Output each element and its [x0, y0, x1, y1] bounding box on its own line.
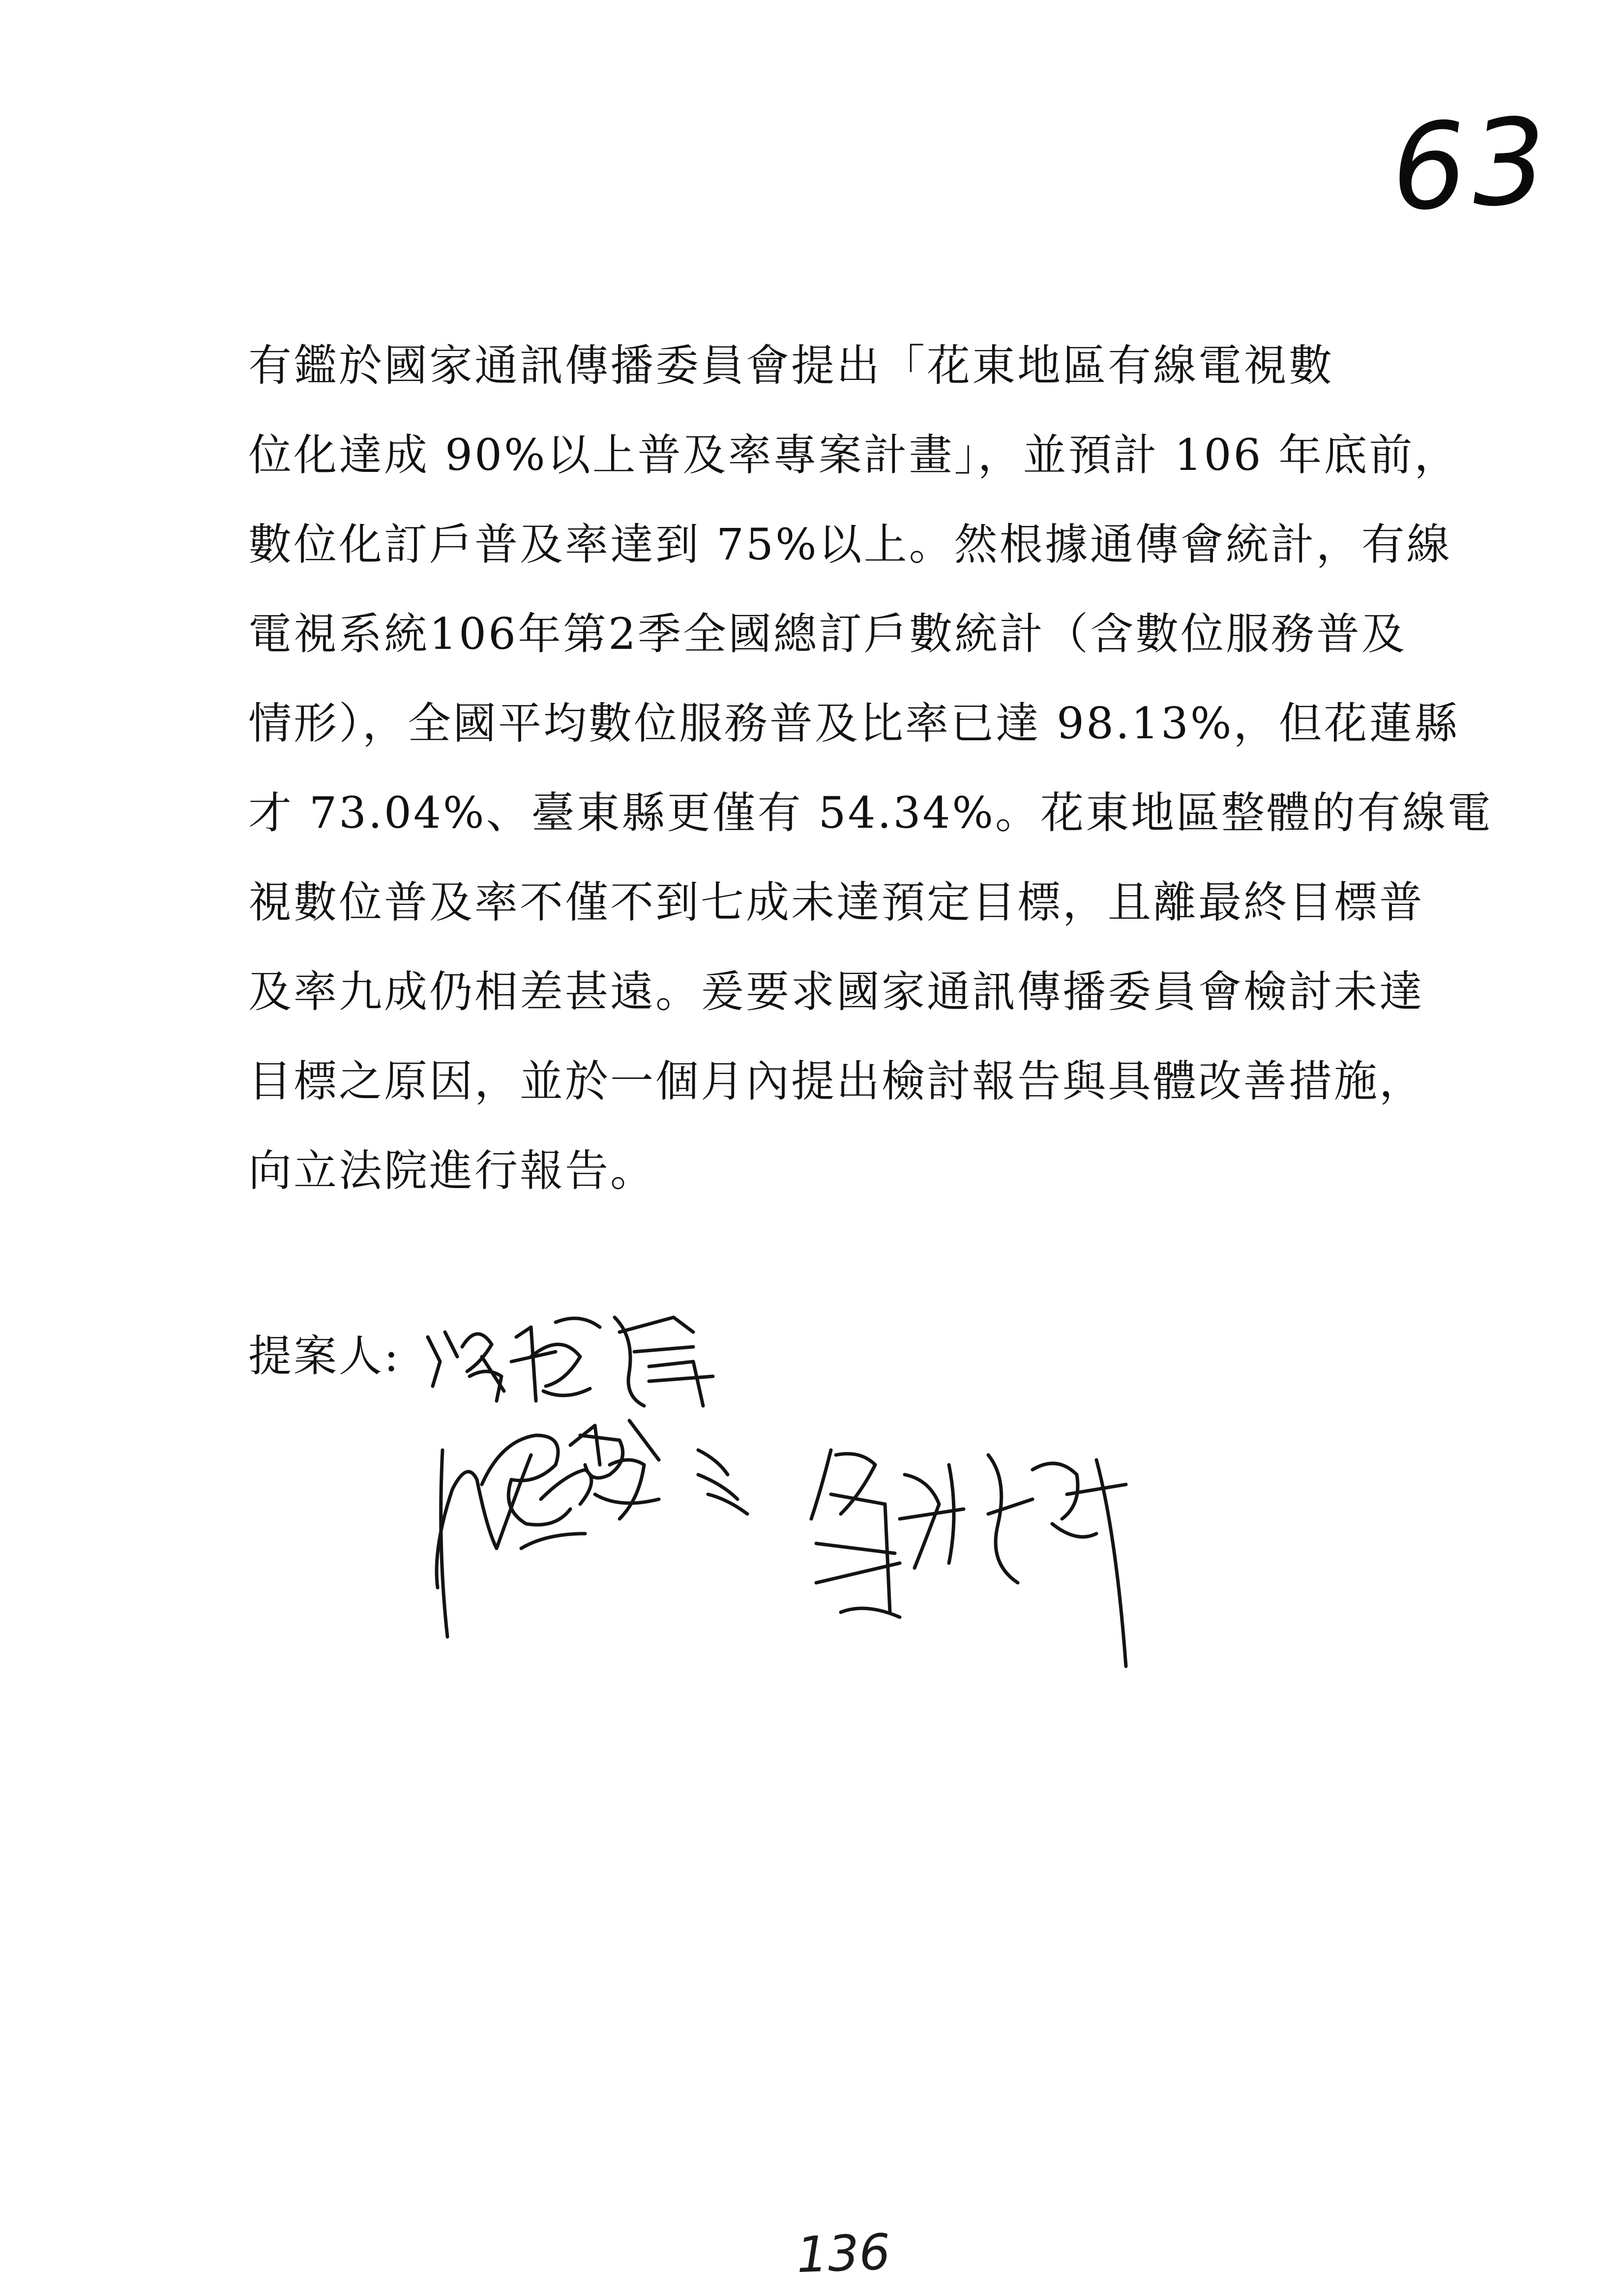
proposal-body [248, 340, 1493, 1239]
signature-2-drawing [423, 1401, 777, 1676]
signature-3 [801, 1435, 1146, 1681]
body-line: 視數位普及率不僅不到七成未達預定目標，且離最終目標普 [248, 877, 1425, 928]
proposer-label: 提案人: [248, 1331, 401, 1381]
body-line: 目標之原因，並於一個月內提出檢討報告與具體改善措施， [248, 1056, 1425, 1106]
body-line: 及率九成仍相差甚遠。爰要求國家通訊傳播委員會檢討未達 [248, 966, 1425, 1017]
signature-2 [423, 1401, 777, 1676]
body-line: 才 73.04%、臺東縣更僅有 54.34%。花東地區整體的有線電 [248, 787, 1493, 838]
handwritten-page-number: 63 [1388, 91, 1555, 238]
signature-1 [418, 1303, 738, 1416]
signature-3-drawing [801, 1435, 1146, 1681]
bottom-page-number: 136 [795, 2223, 891, 2284]
body-line: 向立法院進行報告。 [248, 1145, 656, 1196]
body-line: 電視系統106年第2季全國總訂戶數統計（含數位服務普及 [248, 609, 1407, 659]
body-line: 有鑑於國家通訊傳播委員會提出「花東地區有線電視數 [248, 340, 1334, 391]
body-line: 數位化訂戶普及率達到 75%以上。然根據通傳會統計，有線 [248, 519, 1452, 570]
signature-1-drawing [418, 1303, 738, 1416]
body-line: 位化達成 90%以上普及率專案計畫」，並預計 106 年底前， [248, 430, 1460, 480]
body-line: 情形），全國平均數位服務普及比率已達 98.13%，但花蓮縣 [248, 698, 1460, 749]
